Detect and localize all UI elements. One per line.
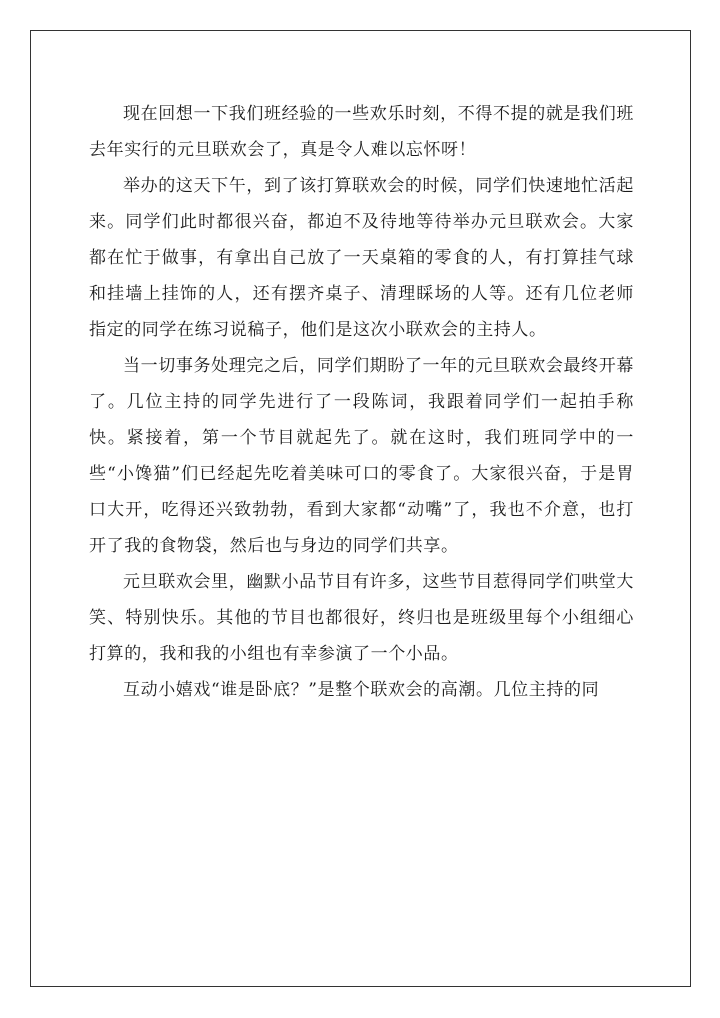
paragraph: 举办的这天下午，到了该打算联欢会的时候，同学们快速地忙活起来。同学们此时都很兴奋，都迫不及待地等待举办元旦联欢会。大家都在忙于做事，有拿出自己放了一天桌箱的零食的人，有打算挂气球和挂墙上挂饰的人，还有摆齐桌子、清理睬场的人等。还有几位老师指定的同学在练习说稿子，他们是这次小联欢会的主持人。 — [89, 176, 634, 340]
paragraph: 当一切事务处理完之后，同学们期盼了一年的元旦联欢会最终开幕了。几位主持的同学先进行了一段陈词，我跟着同学们一起拍手称快。紧接着，第一个节目就起先了。就在这时，我们班同学中的一些“小馋猫”们已经起先吃着美味可口的零食了。大家很兴奋，于是胃口大开，吃得还兴致勃勃，看到大家都“动嘴”了，我也不介意，也打开了我的食物袋，然后也与身边的同学们共享。 — [89, 356, 634, 556]
document-body — [89, 96, 634, 708]
paragraph: 互动小嬉戏“谁是卧底？”是整个联欢会的高潮。几位主持的同 — [123, 680, 600, 700]
paragraph: 现在回想一下我们班经验的一些欢乐时刻，不得不提的就是我们班去年实行的元旦联欢会了，真是令人难以忘怀呀！ — [89, 104, 634, 160]
paragraph: 元旦联欢会里，幽默小品节目有许多，这些节目惹得同学们哄堂大笑、特别快乐。其他的节目也都很好，终归也是班级里每个小组细心打算的，我和我的小组也有幸参演了一个小品。 — [89, 572, 634, 664]
